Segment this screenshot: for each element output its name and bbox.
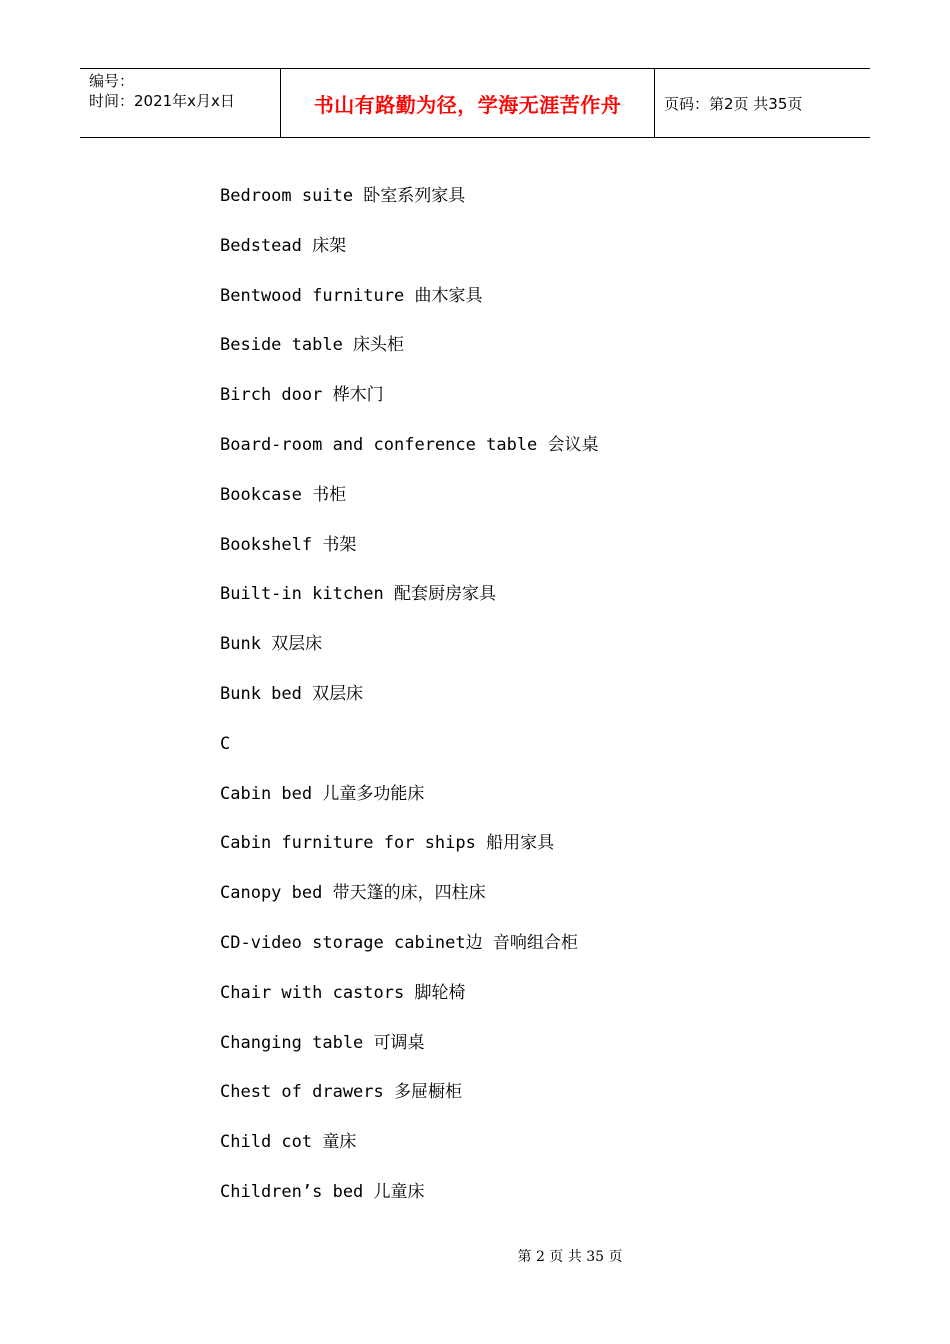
glossary-entry: Changing table 可调桌 [220,1032,425,1053]
glossary-entry: Canopy bed 带天篷的床，四柱床 [220,883,486,904]
glossary-entry: Cabin furniture for ships 船用家具 [220,833,555,854]
glossary-entry: Bedstead 床架 [220,235,347,256]
footer-page-number: 第 2 页 共 35 页 [517,1249,623,1265]
glossary-entry: Bookshelf 书架 [220,534,357,555]
time-label: 时间：2021年x月x日 [89,92,235,110]
glossary-entry: Bunk bed 双层床 [220,683,364,704]
glossary-entry: Bunk 双层床 [220,634,323,655]
glossary-entry: Birch door 桦木门 [220,385,384,406]
glossary-entry: Chest of drawers 多屉橱柜 [220,1082,462,1103]
page-info: 页码：第2页 共35页 [664,94,803,113]
glossary-entry: Chair with castors 脚轮椅 [220,982,466,1003]
glossary-entry: Children’s bed 儿童床 [220,1181,425,1202]
glossary-entry: Cabin bed 儿童多功能床 [220,783,425,804]
glossary-entry: Board-room and conference table 会议桌 [220,434,599,455]
glossary-entry: Child cot 童床 [220,1132,357,1153]
header-meta [80,69,281,137]
page-footer [0,1246,950,1266]
glossary-entry: Built-in kitchen 配套厨房家具 [220,584,496,605]
page-header [80,68,870,138]
glossary-entry: Bentwood furniture 曲木家具 [220,285,483,306]
glossary-entry: CD-video storage cabinet边 音响组合柜 [220,932,578,953]
glossary-entry: Beside table 床头柜 [220,335,405,356]
header-page-cell [655,69,870,137]
motto-text: 书山有路勤为径，学海无涯苦作舟 [313,92,622,117]
glossary-entry: Bookcase 书柜 [220,484,347,505]
glossary-list [220,183,599,1229]
glossary-entry: Bedroom suite 卧室系列家具 [220,186,466,206]
section-letter: C [220,733,231,754]
header-motto-cell [281,69,655,137]
number-label: 编号： [89,72,135,90]
